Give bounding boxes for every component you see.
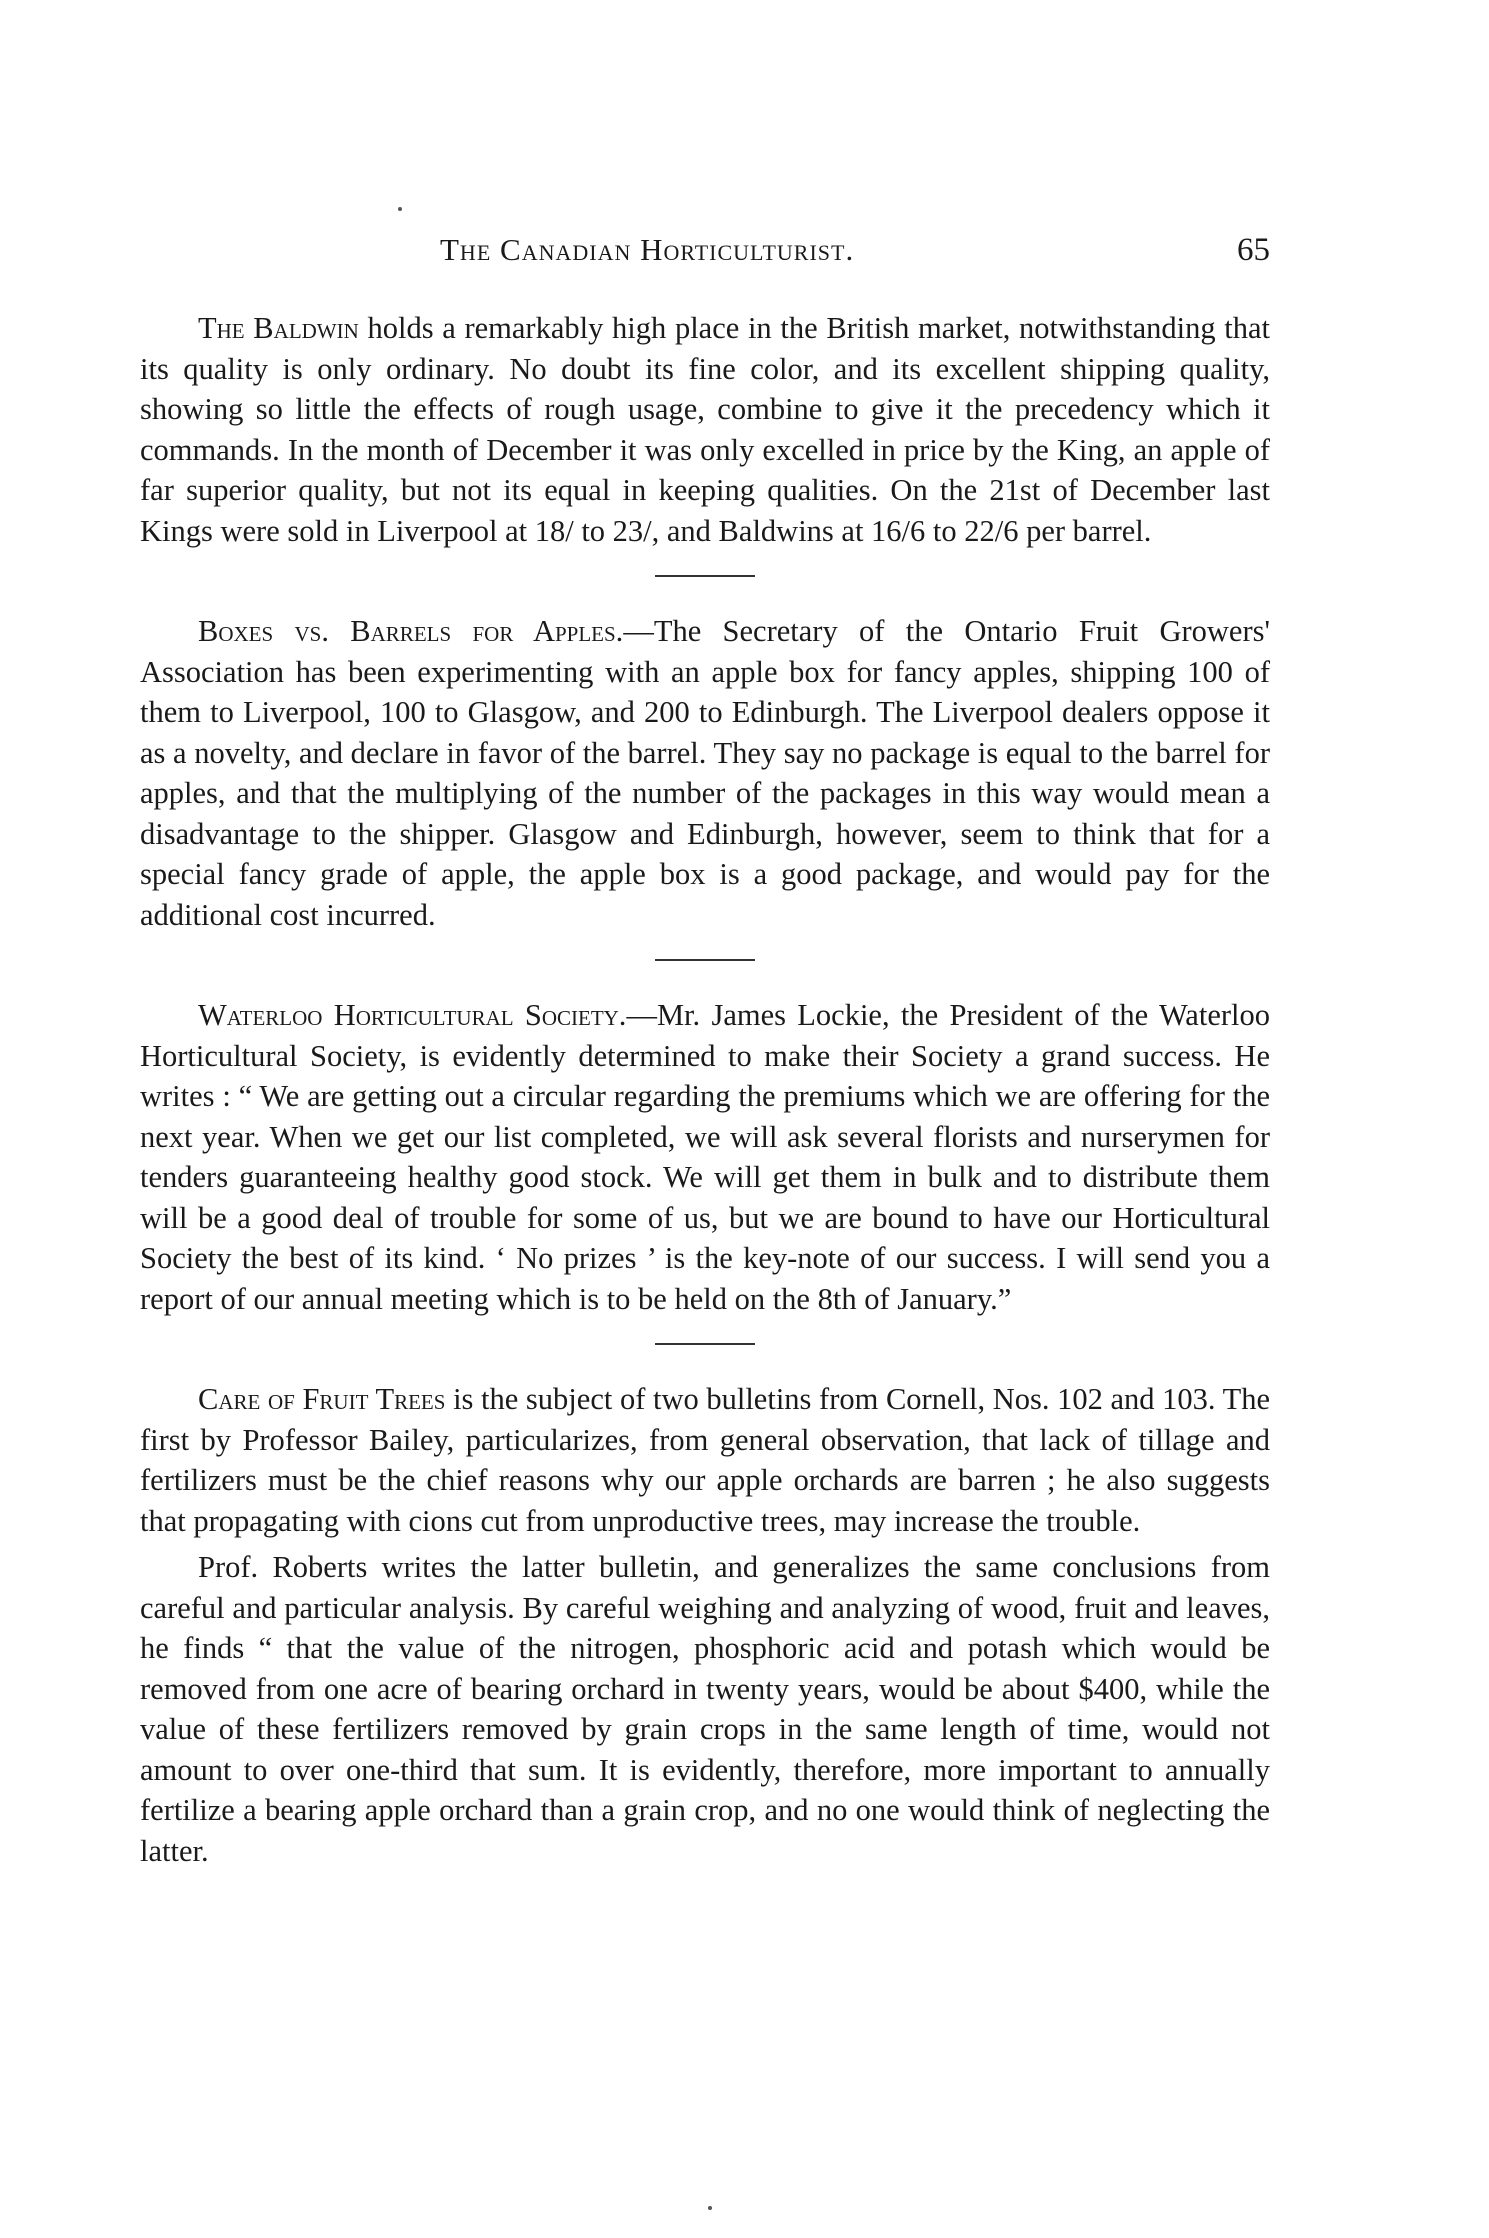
section-divider (655, 575, 755, 577)
article-body: is the subject of two bulletins from Cornell, Nos. 102 and 103. The first by Professor Bailey, particularizes, from general observation, that lack of tillage and fertilizers must be the chief reasons why our apple orchards are barren ; he also suggests that propagating with cions cut from unproductive trees, may increase the trouble. (140, 1382, 1270, 1538)
article-waterloo-society (140, 995, 1270, 1319)
article-body: holds a remarkably high place in the British market, notwithstanding that its quality is only ordinary. No doubt its fine color, and its excellent shipping quality, showing so little the effects of rough usage, combine to give it the precedency which it commands. In the month of December it was only excelled in price by the King, an apple of far superior quality, but not its equal in keeping qualities. On the 21st of December last Kings were sold in Liverpool at 18/ to 23/, and Baldwins at 16/6 to 22/6 per barrel. (140, 311, 1270, 548)
article-lead: Waterloo Horticultural Society. (198, 998, 627, 1032)
article-care-of-fruit-trees (140, 1379, 1270, 1541)
page-header (140, 232, 1270, 280)
section-divider (655, 1343, 755, 1345)
article-body: —The Secretary of the Ontario Fruit Growers' Association has been experimenting with an apple box for fancy apples, shipping 100 of them to Liverpool, 100 to Glasgow, and 200 to Edinburgh. The Liverpool dealers oppose it as a novelty, and declare in favor of the barrel. They say no package is equal to the barrel for apples, and that the multiplying of the number of the packages in this way would mean a disadvantage to the shipper. Glasgow and Edinburgh, however, seem to think that for a special fancy grade of apple, the apple box is a good package, and would pay for the additional cost incurred. (140, 614, 1270, 932)
book-page (140, 232, 1270, 1871)
running-title: The Canadian Horticulturist. (440, 232, 855, 267)
article-lead: Care of Fruit Trees (198, 1382, 446, 1416)
article-boxes-vs-barrels (140, 611, 1270, 935)
article-lead: The Baldwin (198, 311, 359, 345)
article-care-continuation: Prof. Roberts writes the latter bulletin, and generalizes the same conclusions from careful and particular analysis. By careful weighing and analyzing of wood, fruit and leaves, he finds “ that the value of the nitrogen, phosphoric acid and potash which would be removed from one acre of bearing orchard in twenty years, would be about $400, while the value of these fertilizers removed by grain crops in the same length of time, would not amount to over one-third that sum. It is evidently, therefore, more important to annually fertilize a bearing apple orchard than a grain crop, and no one would think of neglecting the latter. (140, 1550, 1270, 1868)
page-number: 65 (1237, 232, 1270, 268)
print-speck (708, 2206, 712, 2210)
article-body: —Mr. James Lockie, the President of the Waterloo Horticultural Society, is evidently determined to make their Society a grand success. He writes : “ We are getting out a circular regarding the premiums which we are offering for the next year. When we get our list completed, we will ask several florists and nurserymen for tenders guaranteeing healthy good stock. We will get them in bulk and to distribute them will be a good deal of trouble for some of us, but we are bound to have our Horticultural Society the best of its kind. ‘ No prizes ’ is the key-note of our success. I will send you a report of our annual meeting which is to be held on the 8th of January.” (140, 998, 1270, 1316)
article-baldwin (140, 308, 1270, 551)
article-lead: Boxes vs. Barrels for Apples. (198, 614, 624, 648)
section-divider (655, 959, 755, 961)
print-speck (398, 207, 402, 211)
